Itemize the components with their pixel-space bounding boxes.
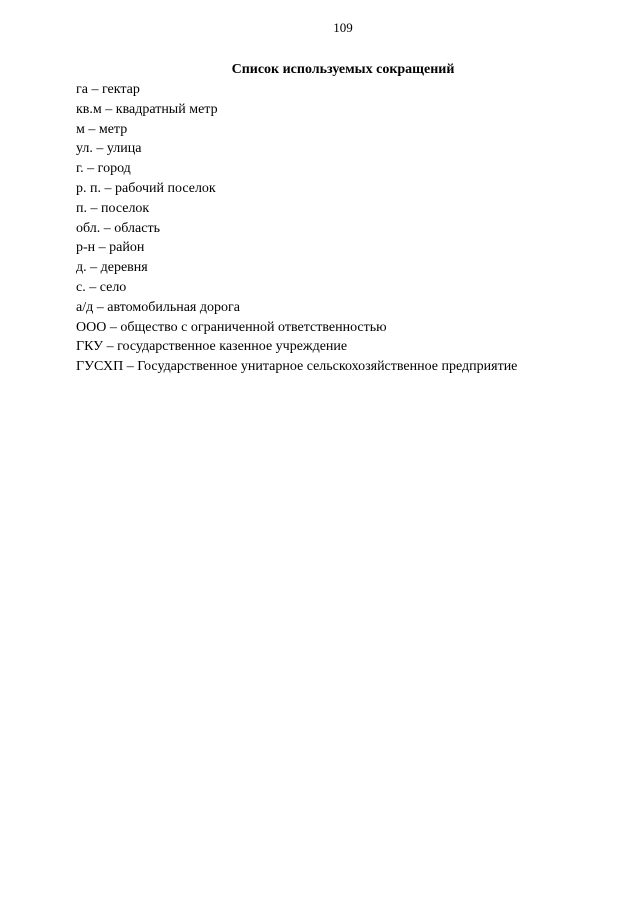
abbreviation-meaning: Государственное унитарное сельскохозяйственное предприятие <box>137 359 518 375</box>
abbreviation-dash: – <box>104 180 112 196</box>
abbreviation-item <box>76 159 517 179</box>
abbreviation-dash: – <box>109 319 117 335</box>
abbreviation-item <box>76 120 517 140</box>
abbreviation-dash: – <box>105 101 113 117</box>
abbreviation-meaning: село <box>99 279 127 295</box>
abbreviation-dash: – <box>96 299 104 315</box>
abbreviation-term: ГУСХП <box>76 359 124 375</box>
abbreviation-term: п. <box>76 200 87 216</box>
abbreviation-item <box>76 318 517 338</box>
abbreviation-item <box>76 258 517 278</box>
abbreviation-term: р-н <box>76 240 96 256</box>
abbreviation-term: а/д <box>76 299 94 315</box>
abbreviation-dash: – <box>90 260 98 276</box>
abbreviation-item <box>76 100 517 120</box>
abbreviation-meaning: рабочий поселок <box>115 180 216 196</box>
abbreviation-dash: – <box>88 121 96 137</box>
abbreviation-dash: – <box>126 359 134 375</box>
abbreviation-term: ГКУ <box>76 339 104 355</box>
page-number: 109 <box>333 20 353 35</box>
abbreviation-term: ул. <box>76 141 93 157</box>
abbreviation-meaning: область <box>114 220 160 236</box>
abbreviation-meaning: государственное казенное учреждение <box>117 339 348 355</box>
abbreviation-item <box>76 238 517 258</box>
abbreviation-term: обл. <box>76 220 101 236</box>
abbreviation-meaning: город <box>97 161 131 177</box>
abbreviation-term: д. <box>76 260 87 276</box>
abbreviation-meaning: поселок <box>101 200 150 216</box>
abbreviation-item <box>76 199 517 219</box>
abbreviation-meaning: гектар <box>101 82 140 97</box>
abbreviation-term: ООО <box>76 319 107 335</box>
abbreviation-term: кв.м <box>76 101 102 117</box>
abbreviation-term: с. <box>76 279 86 295</box>
abbreviation-item <box>76 139 517 159</box>
abbreviation-term: г. <box>76 161 84 177</box>
abbreviation-meaning: квадратный метр <box>115 101 218 117</box>
abbreviation-meaning: метр <box>98 121 128 137</box>
abbreviation-item <box>76 298 517 318</box>
abbreviation-meaning: общество с ограниченной ответственностью <box>120 319 387 335</box>
abbreviation-dash: – <box>98 240 106 256</box>
abbreviation-item <box>76 219 517 239</box>
abbreviation-dash: – <box>89 279 97 295</box>
abbreviation-item <box>76 337 517 357</box>
abbreviation-meaning: улица <box>106 141 142 157</box>
abbreviation-term: р. п. <box>76 180 101 196</box>
abbreviation-item <box>76 357 517 377</box>
abbreviation-meaning: район <box>109 240 145 256</box>
abbreviation-item <box>76 80 517 100</box>
abbreviation-dash: – <box>87 161 95 177</box>
abbreviation-dash: – <box>96 141 104 157</box>
abbreviation-item <box>76 179 517 199</box>
abbreviation-item <box>76 278 517 298</box>
abbreviation-list <box>76 80 517 377</box>
abbreviation-meaning: автомобильная дорога <box>107 299 240 315</box>
abbreviation-meaning: деревня <box>100 260 148 276</box>
abbreviation-dash: – <box>91 82 99 97</box>
abbreviation-dash: – <box>106 339 114 355</box>
page-title: Список используемых сокращений <box>231 62 455 77</box>
abbreviation-term: га <box>76 82 88 97</box>
abbreviation-term: м <box>76 121 85 137</box>
abbreviation-dash: – <box>90 200 98 216</box>
abbreviation-dash: – <box>103 220 111 236</box>
